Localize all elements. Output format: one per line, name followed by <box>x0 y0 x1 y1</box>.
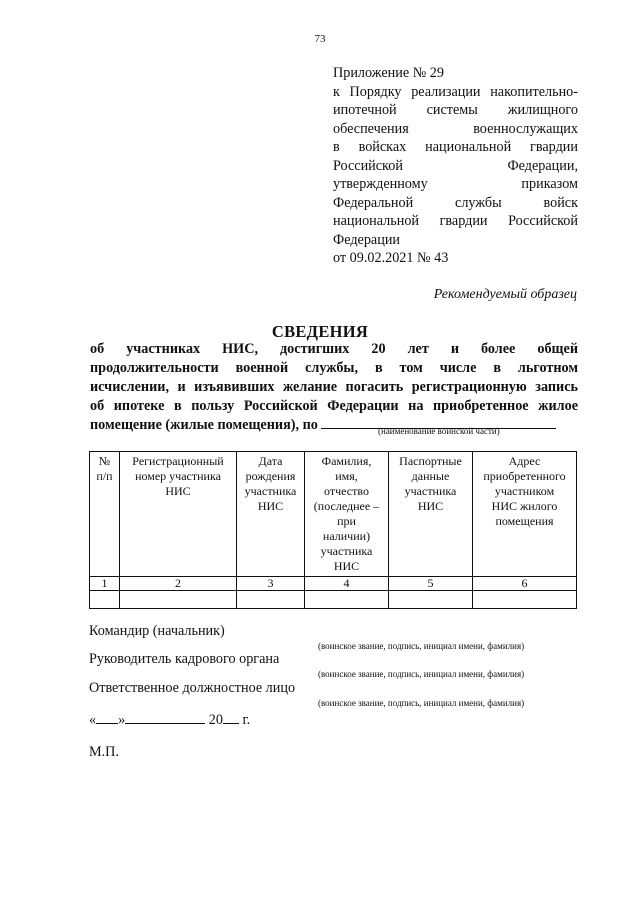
signature-caption: (воинское звание, подпись, инициал имени, фамилия) <box>318 641 525 651</box>
annex-line: обеспечения военнослужащих <box>333 120 578 137</box>
year-field[interactable] <box>223 710 239 724</box>
year-suffix: г. <box>242 712 251 728</box>
table-cell[interactable] <box>305 591 389 609</box>
annex-line: от 09.02.2021 № 43 <box>333 250 449 266</box>
number-cell: 5 <box>389 577 473 591</box>
table-cell[interactable] <box>473 591 577 609</box>
annex-line: к Порядку реализации накопительно- <box>333 83 578 100</box>
day-field[interactable] <box>96 710 118 724</box>
stamp-place: М.П. <box>89 744 119 760</box>
number-cell: 3 <box>237 577 305 591</box>
table-cell[interactable] <box>389 591 473 609</box>
header-cell: Регистрационный номер участника НИС <box>120 452 237 577</box>
annex-line: национальной гвардии Российской <box>333 213 578 229</box>
table-cell[interactable] <box>120 591 237 609</box>
header-cell: № п/п <box>90 452 120 577</box>
subtitle-line: об ипотеке в пользу Российской Федерации на приобретенное жилое <box>90 398 578 414</box>
hr-head-label: Руководитель кадрового органа <box>89 651 280 667</box>
number-cell: 4 <box>305 577 389 591</box>
annex-line: ипотечной системы жилищного <box>333 102 578 118</box>
hr-head-signature <box>89 651 279 668</box>
document-title: СВЕДЕНИЯ <box>271 322 369 341</box>
responsible-signature <box>89 680 295 697</box>
table-row <box>90 591 577 609</box>
annex-line: Российской Федерации, <box>333 157 578 174</box>
number-cell: 1 <box>90 577 120 591</box>
date-open-quote: « <box>89 712 97 728</box>
date-line <box>89 710 250 729</box>
table-cell[interactable] <box>90 591 120 609</box>
header-cell: Паспортные данные участника НИС <box>389 452 473 577</box>
document-subtitle <box>90 340 578 435</box>
signature-caption: (воинское звание, подпись, инициал имени, фамилия) <box>318 698 525 708</box>
responsible-label: Ответственное должностное лицо <box>89 680 296 696</box>
unit-caption: (наименование воинской части) <box>378 426 500 436</box>
number-cell: 6 <box>473 577 577 591</box>
table-cell[interactable] <box>237 591 305 609</box>
annex-line: утвержденному приказом <box>333 176 578 192</box>
year-prefix: 20 <box>208 712 223 728</box>
annex-line: в войсках национальной гвардии <box>333 139 578 155</box>
table-number-row <box>90 577 577 591</box>
participants-table <box>89 451 577 609</box>
subtitle-line <box>90 416 578 435</box>
annex-block <box>333 64 578 268</box>
subtitle-line: исчислении, и изъявивших желание погасить регистрационную запись <box>90 379 578 395</box>
annex-line: Федерации <box>333 231 401 248</box>
page-number: 73 <box>314 33 326 45</box>
header-cell: Адрес приобретенного участником НИС жилого помещения <box>473 452 577 577</box>
number-cell: 2 <box>120 577 237 591</box>
annex-line: Приложение № 29 <box>333 65 444 81</box>
subtitle-line: продолжительности военной службы, в том числе в льготном <box>90 360 578 376</box>
subtitle-line-text: помещение (жилые помещения), по <box>90 417 318 433</box>
header-cell: Фамилия, имя, отчество (последнее – при наличии) участника НИС <box>305 452 389 577</box>
sample-label: Рекомендуемый образец <box>433 287 577 302</box>
date-close-quote: » <box>118 712 126 728</box>
signature-caption: (воинское звание, подпись, инициал имени, фамилия) <box>318 669 525 679</box>
subtitle-line: об участниках НИС, достигших 20 лет и более общей <box>90 341 578 357</box>
header-cell: Дата рождения участника НИС <box>237 452 305 577</box>
month-field[interactable] <box>125 710 205 724</box>
table-header-row <box>90 452 577 577</box>
commander-signature <box>89 623 225 640</box>
commander-label: Командир (начальник) <box>89 623 225 639</box>
annex-line: Федеральной службы войск <box>333 194 578 211</box>
